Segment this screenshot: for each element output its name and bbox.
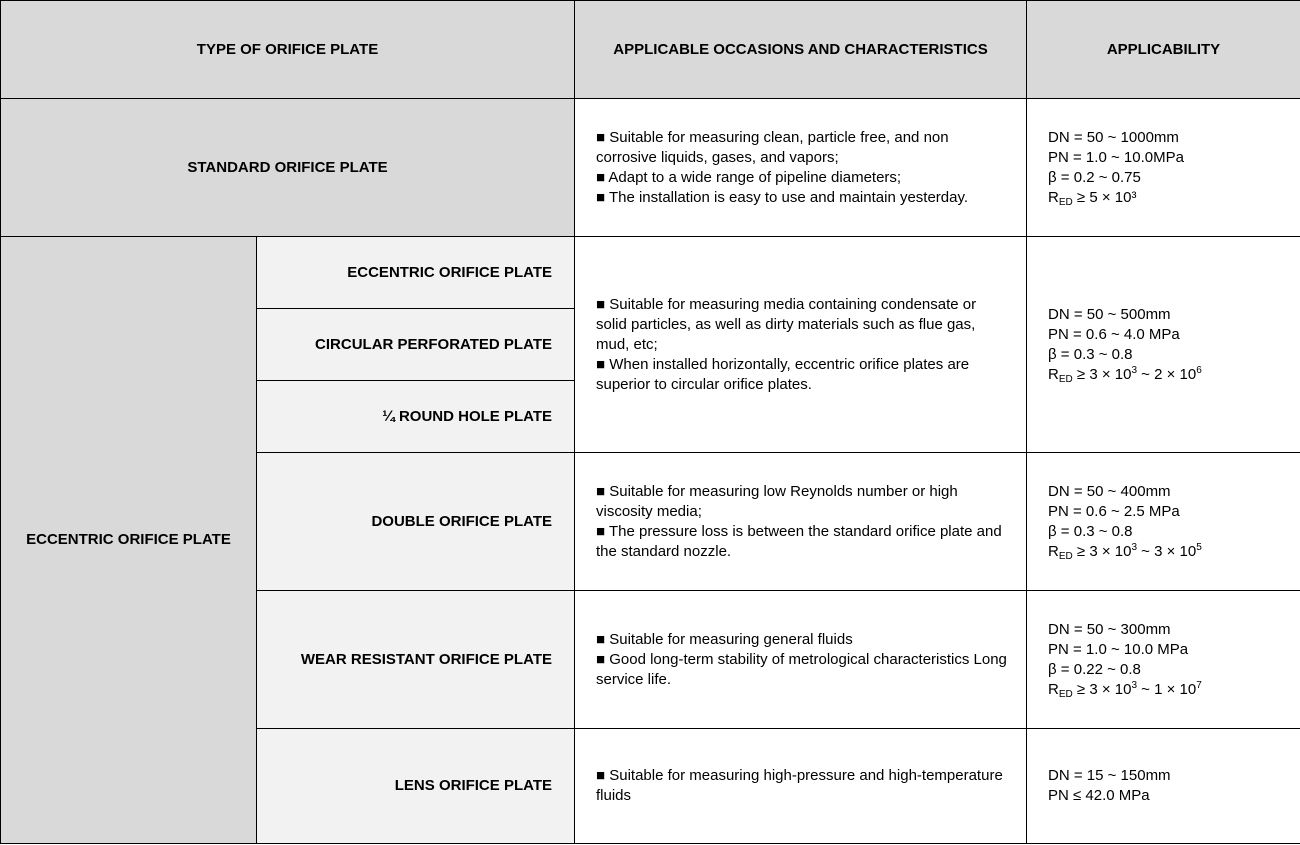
- desc-eccentric: [575, 237, 1027, 453]
- spec-red: [1048, 542, 1290, 562]
- spec-dn: DN = 50 ~ 300mm: [1048, 620, 1171, 638]
- type-lens: LENS ORIFICE PLATE: [257, 729, 575, 844]
- red-exponent: 3: [1131, 679, 1138, 691]
- red-subscript: ED: [1058, 550, 1073, 562]
- red-value: ~ 2 × 10: [1137, 365, 1197, 383]
- spec-pn: PN = 0.6 ~ 2.5 MPa: [1048, 502, 1180, 520]
- spec-red: [1048, 365, 1290, 385]
- header-type: TYPE OF ORIFICE PLATE: [1, 1, 575, 99]
- red-value: ~ 1 × 10: [1137, 680, 1197, 698]
- spec-dn: DN = 50 ~ 500mm: [1048, 305, 1171, 323]
- header-occasions: APPLICABLE OCCASIONS AND CHARACTERISTICS: [575, 1, 1027, 99]
- header-applicability: APPLICABILITY: [1027, 1, 1300, 99]
- type-double: DOUBLE ORIFICE PLATE: [257, 453, 575, 591]
- type-eccentric: ECCENTRIC ORIFICE PLATE: [257, 237, 575, 309]
- header-row: [1, 1, 1300, 99]
- spec-lens: [1027, 729, 1300, 844]
- spec-dn: DN = 50 ~ 1000mm: [1048, 128, 1179, 146]
- red-symbol: R: [1048, 188, 1059, 206]
- desc-line: ■ Good long-term stability of metrological characteristics Long service life.: [596, 650, 1007, 688]
- red-value: ≥ 5 × 10³: [1076, 188, 1137, 206]
- desc-line: ■ The pressure loss is between the standard orifice plate and the standard nozzle.: [596, 522, 1002, 560]
- desc-double: [575, 453, 1027, 591]
- red-subscript: ED: [1058, 688, 1073, 700]
- red-value: ≥ 3 × 10: [1076, 680, 1132, 698]
- spec-beta: β = 0.3 ~ 0.8: [1048, 345, 1133, 363]
- desc-lens: [575, 729, 1027, 844]
- red-symbol: R: [1048, 680, 1059, 698]
- spec-pn: PN = 1.0 ~ 10.0MPa: [1048, 148, 1184, 166]
- spec-pn: PN ≤ 42.0 MPa: [1048, 787, 1150, 804]
- desc-line: ■ The installation is easy to use and maintain yesterday.: [596, 188, 969, 206]
- table-row-standard: [1, 99, 1300, 237]
- spec-dn: DN = 15 ~ 150mm: [1048, 767, 1171, 784]
- spec-beta: β = 0.2 ~ 0.75: [1048, 168, 1141, 186]
- spec-wear-resistant: [1027, 591, 1300, 729]
- spec-beta: β = 0.3 ~ 0.8: [1048, 522, 1133, 540]
- red-symbol: R: [1048, 542, 1059, 560]
- desc-line: ■ When installed horizontally, eccentric orifice plates are superior to circular orifice plates.: [596, 355, 970, 393]
- desc-line: ■ Suitable for measuring general fluids: [596, 630, 853, 648]
- type-circular-perforated: CIRCULAR PERFORATED PLATE: [257, 309, 575, 381]
- table-row-eccentric: [1, 237, 1300, 309]
- spec-eccentric: [1027, 237, 1300, 453]
- spec-red: [1048, 680, 1290, 700]
- spec-standard: [1027, 99, 1300, 237]
- type-standard: STANDARD ORIFICE PLATE: [1, 99, 575, 237]
- type-wear-resistant: WEAR RESISTANT ORIFICE PLATE: [257, 591, 575, 729]
- desc-line: ■ Suitable for measuring high-pressure and high-temperature fluids: [596, 767, 1003, 804]
- spec-pn: PN = 1.0 ~ 10.0 MPa: [1048, 640, 1189, 658]
- desc-line: ■ Adapt to a wide range of pipeline diameters;: [596, 168, 902, 186]
- type-eccentric-group: ECCENTRIC ORIFICE PLATE: [1, 237, 257, 844]
- red-value: ≥ 3 × 10: [1076, 365, 1132, 383]
- red-subscript: ED: [1058, 373, 1073, 385]
- spec-double: [1027, 453, 1300, 591]
- desc-wear-resistant: [575, 591, 1027, 729]
- spec-red: [1048, 188, 1290, 208]
- type-quarter-round: ¼ ROUND HOLE PLATE: [257, 381, 575, 453]
- red-exponent: 3: [1131, 364, 1138, 376]
- desc-line: ■ Suitable for measuring low Reynolds number or high viscosity media;: [596, 482, 958, 520]
- spec-beta: β = 0.22 ~ 0.8: [1048, 660, 1141, 678]
- red-exponent: 7: [1196, 679, 1202, 691]
- red-exponent: 5: [1196, 541, 1202, 553]
- desc-standard: [575, 99, 1027, 237]
- red-subscript: ED: [1058, 196, 1073, 208]
- red-exponent: 3: [1131, 541, 1138, 553]
- red-symbol: R: [1048, 365, 1059, 383]
- desc-line: ■ Suitable for measuring clean, particle free, and non corrosive liquids, gases, and vapors;: [596, 128, 949, 166]
- spec-pn: PN = 0.6 ~ 4.0 MPa: [1048, 325, 1180, 343]
- red-value: ~ 3 × 10: [1137, 542, 1197, 560]
- desc-line: ■ Suitable for measuring media containing condensate or solid particles, as well as dirty materials such as flue gas, mud, etc;: [596, 295, 977, 353]
- spec-dn: DN = 50 ~ 400mm: [1048, 482, 1171, 500]
- red-exponent: 6: [1196, 364, 1202, 376]
- red-value: ≥ 3 × 10: [1076, 542, 1132, 560]
